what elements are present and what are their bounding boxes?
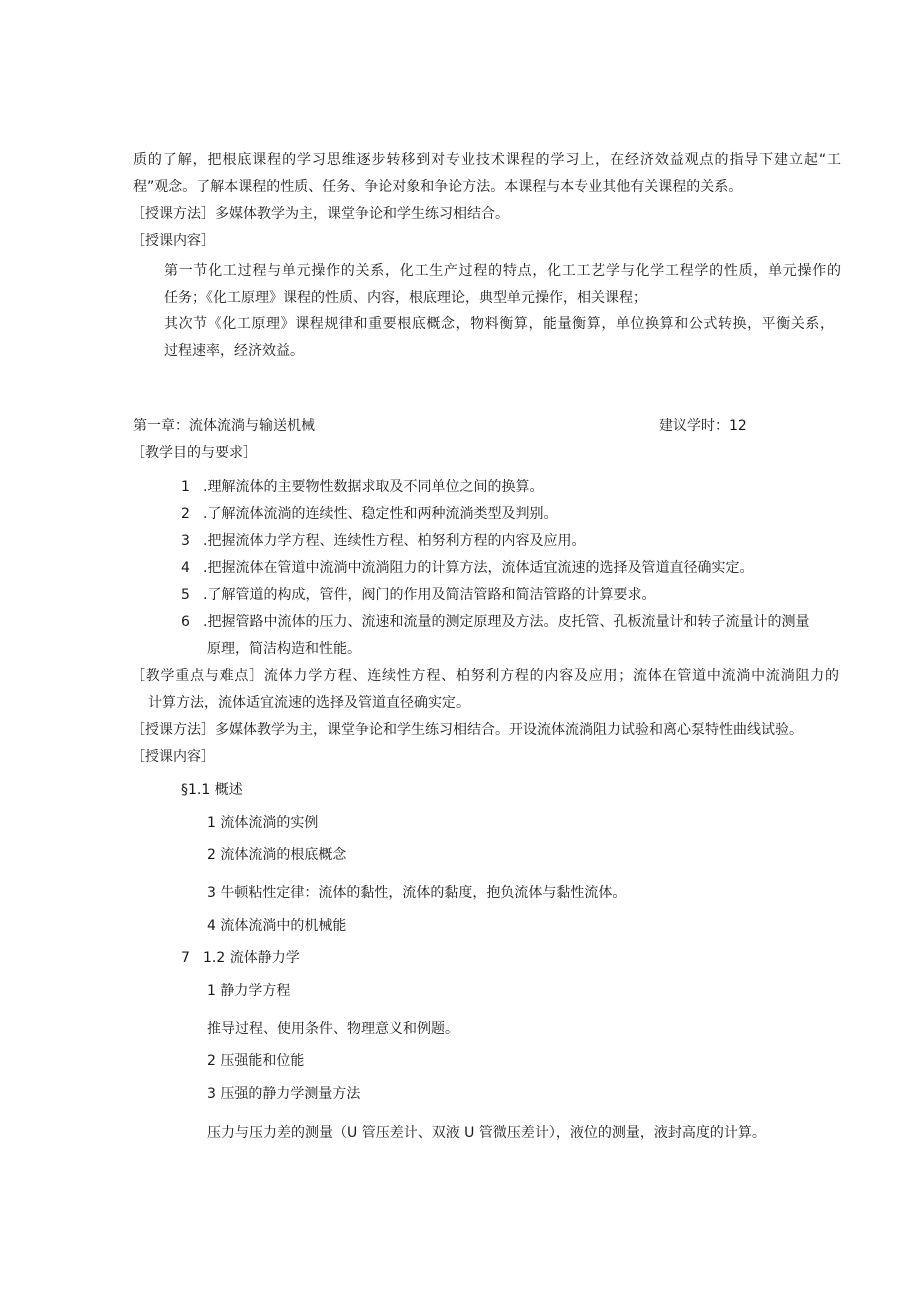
item-number: 4 (181, 560, 190, 576)
hours-value: 12 (729, 418, 747, 434)
list-item: 2 流体流淌的根底概念 (207, 847, 347, 863)
chapter-title: 第一章：流体流淌与输送机械 (133, 418, 315, 434)
intro-section1-line2: 任务；《化工原理》课程的性质、内容，根底理论，典型单元操作，相关课程； (164, 290, 647, 306)
suggested-hours (659, 417, 747, 435)
content-heading: ［授课内容］ (131, 749, 215, 765)
list-item: 3 牛顿粘性定律：流体的黏性，流体的黏度，抱负流体与黏性流体。 (207, 885, 627, 901)
item-text: .了解流体流淌的连续性、稳定性和两种流淌类型及判别。 (203, 506, 558, 522)
hours-label: 建议学时： (659, 418, 729, 434)
section-1-1-title: §1.1 概述 (181, 782, 243, 798)
intro-section1-line1: 第一节化工过程与单元操作的关系，化工生产过程的特点，化工工艺学与化学工程学的性质，单元操作的 (164, 263, 841, 279)
item-number: 1 (181, 479, 190, 495)
intro-section2-line1: 其次节《化工原理》课程规律和重要根底概念，物料衡算，能量衡算，单位换算和公式转换，平衡关系， (164, 316, 834, 332)
intro-content-heading: ［授课内容］ (131, 233, 215, 249)
list-item: 1 静力学方程 (207, 983, 291, 999)
list-item (181, 505, 557, 523)
item-number: 3 (181, 533, 190, 549)
item-number: 6 (181, 614, 190, 630)
item-number: 2 (181, 506, 190, 522)
list-item: 3 压强的静力学测量方法 (207, 1086, 361, 1102)
intro-paragraph-line2: 程”观念。了解本课程的性质、任务、争论对象和争论方法。本课程与本专业其他有关课程的关系。 (133, 179, 743, 195)
item-text: .把握管路中流体的压力、流速和流量的测定原理及方法。皮托管、孔板流量计和转子流量计的测量 (203, 614, 810, 630)
item-text: .把握流体力学方程、连续性方程、柏努利方程的内容及应用。 (203, 533, 586, 549)
intro-paragraph-line1: 质的了解，把根底课程的学习思维逐步转移到对专业技术课程的学习上，在经济效益观点的指导下建立起“工 (133, 152, 841, 168)
list-item-continuation: 原理，简洁构造和性能。 (207, 641, 361, 657)
item-description: 压力与压力差的测量（U 管压差计、双液 U 管微压差计），液位的测量，液封高度的计算。 (207, 1125, 766, 1141)
intro-method: ［授课方法］多媒体教学为主，课堂争论和学生练习相结合。 (131, 206, 509, 222)
section-number: 7 (181, 950, 190, 966)
item-description: 推导过程、使用条件、物理意义和例题。 (207, 1021, 459, 1037)
key-points-line1: ［教学重点与难点］流体力学方程、连续性方程、柏努利方程的内容及应用；流体在管道中流淌中流淌阻力的 (131, 668, 839, 684)
item-number: 5 (181, 587, 190, 603)
list-item: 1 流体流淌的实例 (207, 815, 319, 831)
list-item: 4 流体流淌中的机械能 (207, 918, 347, 934)
list-item (181, 532, 585, 550)
item-text: .了解管道的构成，管件，阀门的作用及简洁管路和简洁管路的计算要求。 (203, 587, 656, 603)
list-item (181, 586, 655, 604)
intro-section2-line2: 过程速率，经济效益。 (164, 343, 304, 359)
list-item (181, 559, 753, 577)
list-item: 2 压强能和位能 (207, 1053, 305, 1069)
section-1-2-title (181, 949, 300, 967)
list-item (181, 478, 543, 496)
item-text: .把握流体在管道中流淌中流淌阻力的计算方法，流体适宜流速的选择及管道直径确实定。 (203, 560, 754, 576)
objectives-heading: ［教学目的与要求］ (131, 445, 257, 461)
key-points-line2: 计算方法，流体适宜流速的选择及管道直径确实定。 (148, 695, 470, 711)
list-item (181, 613, 809, 631)
section-title: 1.2 流体静力学 (203, 950, 300, 966)
item-text: .理解流体的主要物性数据求取及不同单位之间的换算。 (203, 479, 544, 495)
teaching-method: ［授课方法］多媒体教学为主，课堂争论和学生练习相结合。开设流体流淌阻力试验和离心泵特性曲线试验。 (131, 722, 803, 738)
